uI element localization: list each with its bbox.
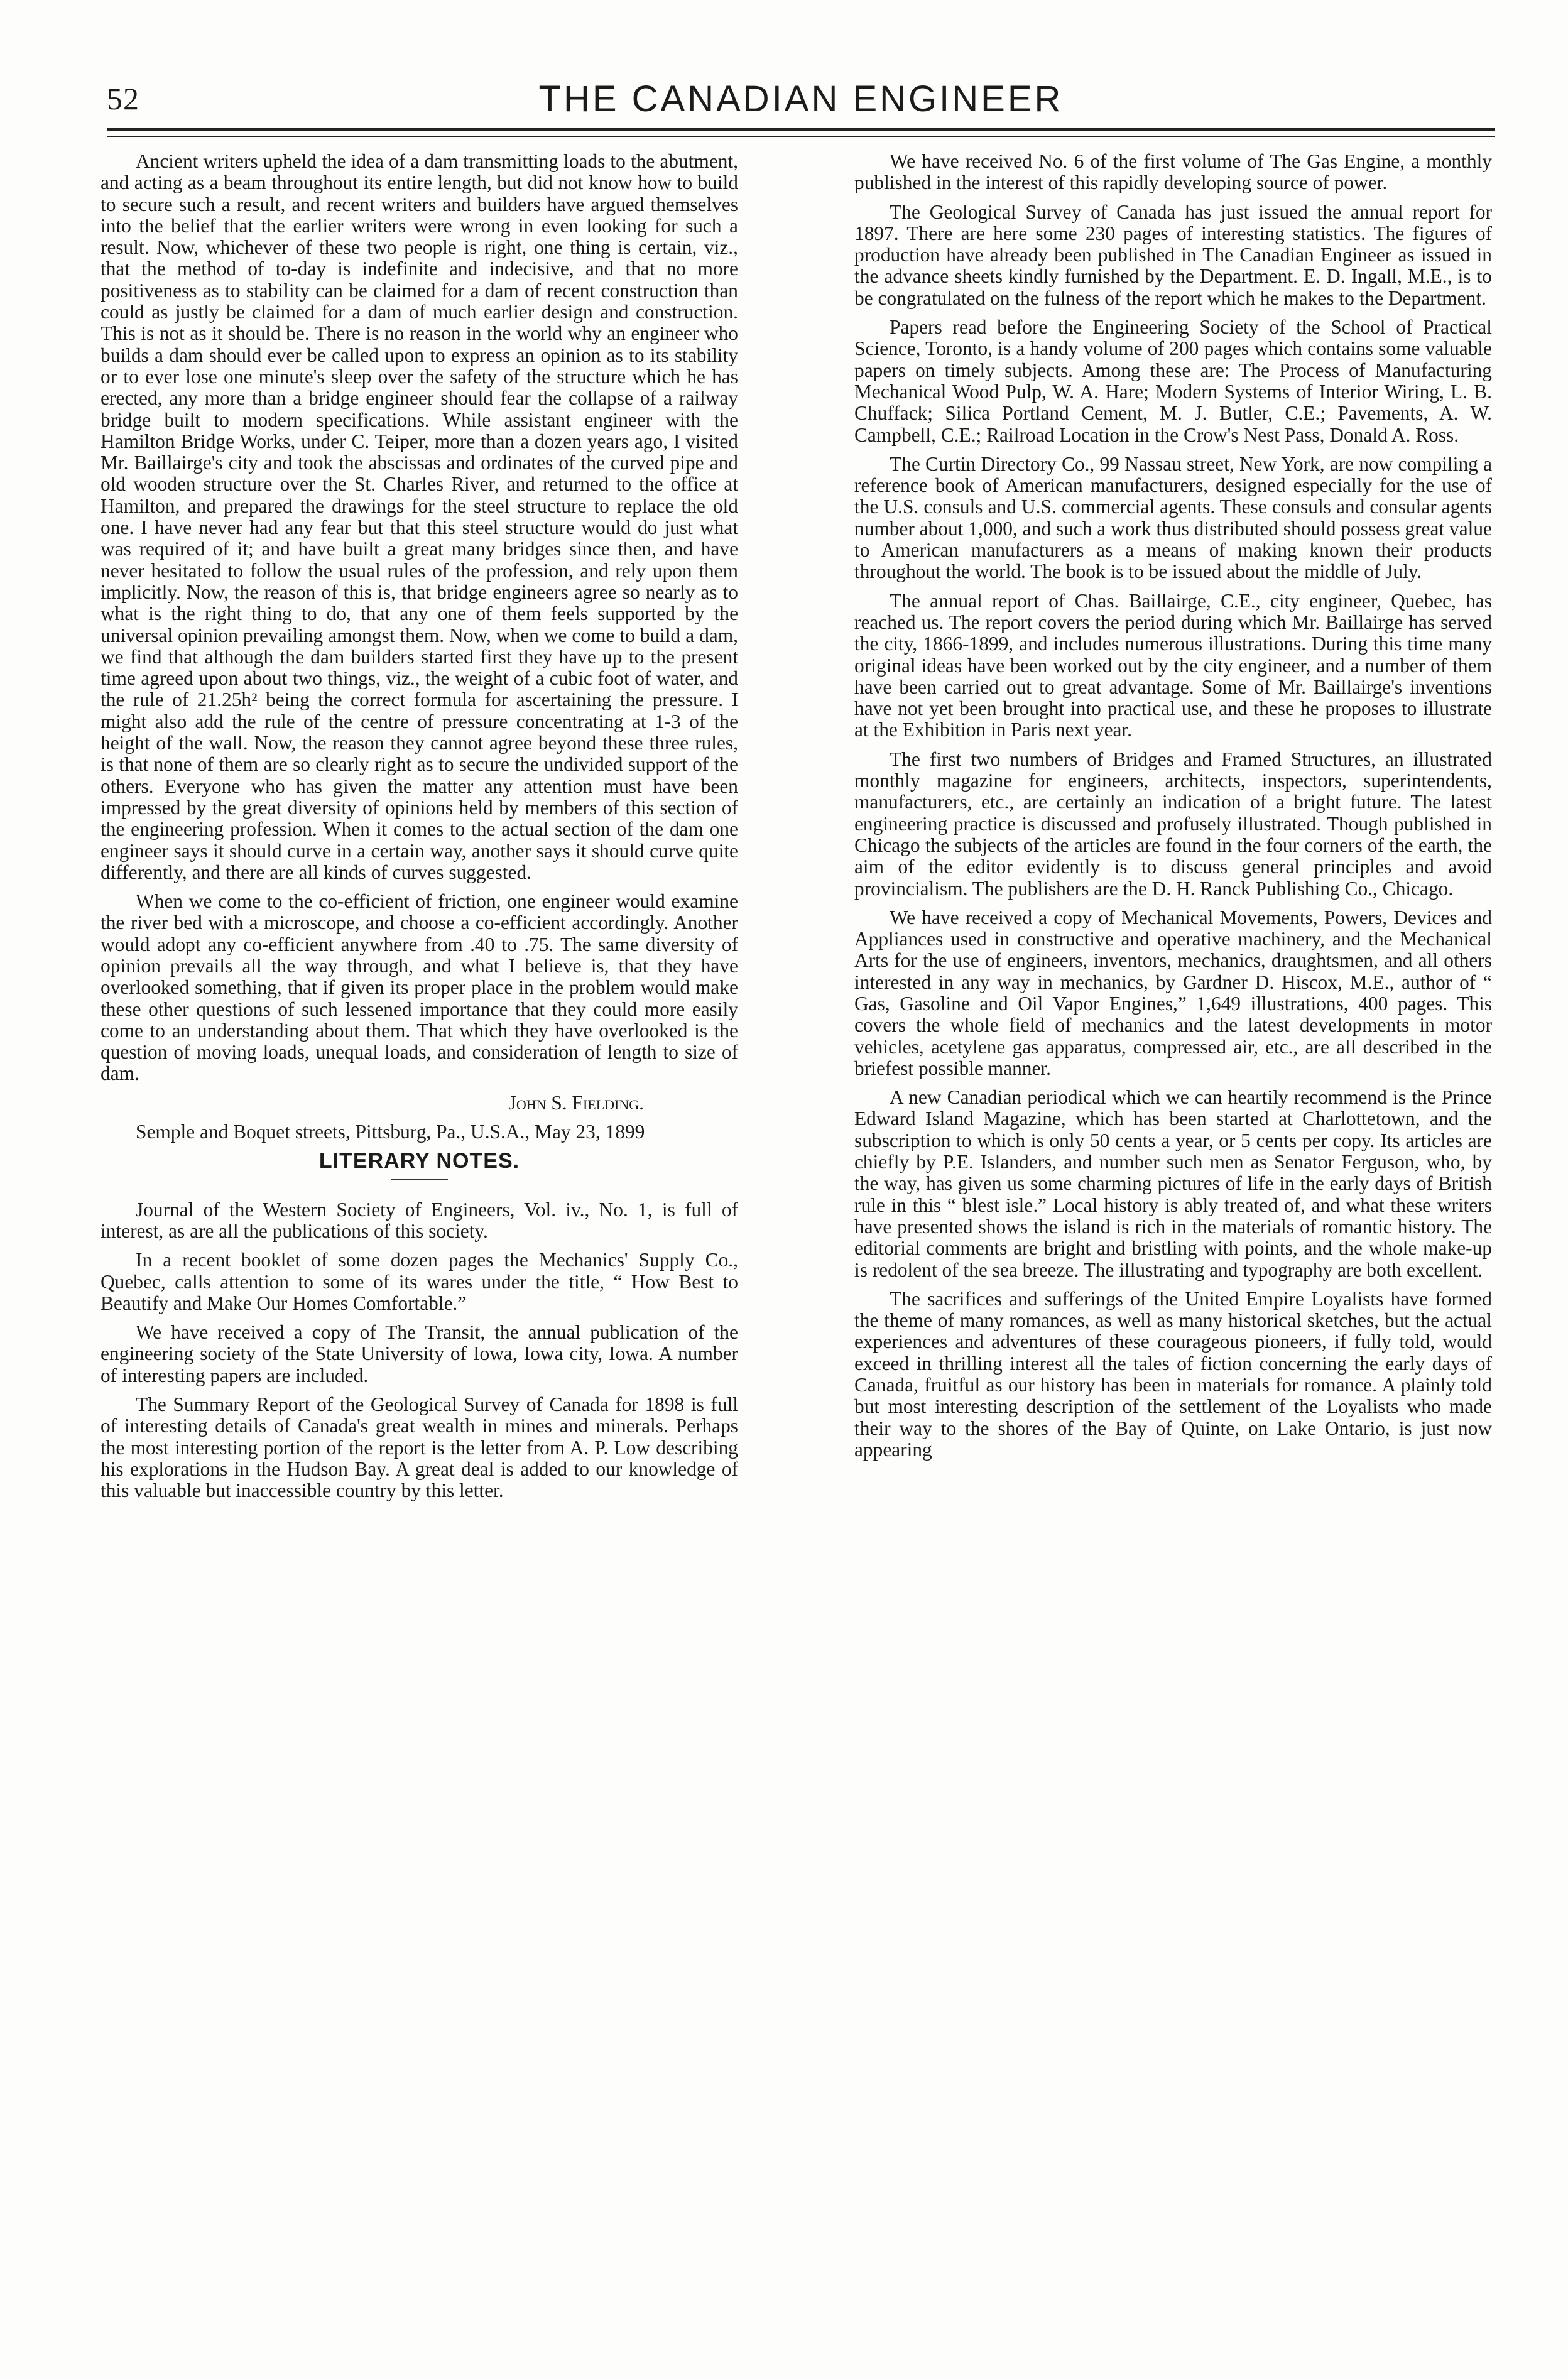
literary-note: Papers read before the Engineering Society of the School of Practical Science, Toronto, is a handy volume of 200 pages which contains some valuable papers on timely subjects. Among these are: The Process of Manufacturing Mechanical Wood Pulp, W. A. Hare; Modern Systems of Interior Wiring, L. B. Chuffack; Silica Portland Cement, M. J. Butler, C.E.; Pavements, A. W. Campbell, C.E.; Railroad Location in the Crow's Nest Pass, Donald A. Ross. (854, 316, 1492, 446)
literary-note: The Geological Survey of Canada has just issued the annual report for 1897. There are here some 230 pages of interesting statistics. The figures of production have already been published in The Canadian Engineer as issued in the advance sheets kindly furnished by the Department. E. D. Ingall, M.E., is to be congratulated on the fulness of the report which he makes to the Department. (854, 200, 1492, 309)
literary-note: The first two numbers of Bridges and Framed Structures, an illustrated monthly magazine for engineers, architects, inspectors, superintendents, manufacturers, etc., are certainly an indication of a bright future. The latest engineering practice is discussed and profusely illustrated. Though published in Chicago the subjects of the articles are found in the four corners of the earth, the aim of the editor evidently is to discuss general principles and avoid provincialism. The publishers are the D. H. Ranck Publishing Co., Chicago. (854, 748, 1492, 900)
literary-note: In a recent booklet of some dozen pages the Mechanics' Supply Co., Quebec, calls attention to some of its wares under the title, “ How Best to Beautify and Make Our Homes Comfortable.” (101, 1249, 738, 1314)
header-rule-thin (107, 136, 1495, 137)
header-rule-thick (107, 128, 1495, 131)
left-column (101, 151, 738, 2337)
right-column (854, 151, 1492, 2337)
page-number: 52 (107, 81, 139, 116)
dam-letter-paragraph: When we come to the co-efficient of friction, one engineer would examine the river bed with a microscope, and choose a co-efficient accordingly. Another would adopt any co-efficient anywhere from .40 to .75. The same diversity of opinion prevails all the way through, and what I believe is, that they have overlooked something, that if given its proper place in the problem would make these other questions of such lessened importance that they could more easily come to an understanding about them. That which they have overlooked is the question of moving loads, unequal loads, and consideration of length to size of dam. (101, 890, 738, 1085)
literary-note: We have received No. 6 of the first volume of The Gas Engine, a monthly published in the interest of this rapidly developing source of power. (854, 151, 1492, 194)
section-divider (391, 1179, 448, 1180)
literary-note: The sacrifices and sufferings of the United Empire Loyalists have formed the theme of many romances, as well as many historical sketches, but the actual experiences and adventures of these courageous pioneers, if fully told, would exceed in thrilling interest all the tales of fiction concerning the early days of Canada, fruitful as our history has been in materials for romance. A plainly told but most interesting description of the settlement of the Loyalists who made their way to the shores of the Bay of Quinte, on Lake Ontario, is just now appearing (854, 1287, 1492, 1461)
literary-note: The Curtin Directory Co., 99 Nassau street, New York, are now compiling a reference book of American manufacturers, designed especially for the use of the U.S. consuls and U.S. commercial agents. These consuls and consular agents number about 1,000, and such a work thus distributed should possess great value to American manufacturers as a means of making known their products throughout the world. The book is to be issued about the middle of July. (854, 452, 1492, 583)
letter-address: Semple and Boquet streets, Pittsburg, Pa., U.S.A., May 23, 1899 (136, 1121, 645, 1143)
section-heading-literary-notes: LITERARY NOTES. (318, 1149, 520, 1173)
literary-note: Journal of the Western Society of Engineers, Vol. iv., No. 1, is full of interest, as are all the publications of this society. (101, 1198, 738, 1242)
letter-signature: John S. Fielding. (508, 1091, 644, 1114)
literary-note: The Summary Report of the Geological Survey of Canada for 1898 is full of interesting details of Canada's great wealth in mines and minerals. Perhaps the most interesting portion of the report is the letter from A. P. Low describing his explorations in the Hudson Bay. A great deal is added to our knowledge of this valuable but inaccessible country by this letter. (101, 1393, 738, 1502)
dam-letter-paragraph: Ancient writers upheld the idea of a dam transmitting loads to the abutment, and acting as a beam throughout its entire length, but did not know how to build to secure such a result, and recent writers and builders have argued themselves into the belief that the earlier writers were wrong in even looking for such a result. Now, whichever of these two people is right, one thing is certain, viz., that the method of to-day is indefinite and indecisive, and that no more positiveness as to stability can be claimed for a dam of recent construction than could as justly be claimed for a dam of much earlier design and construction. This is not as it should be. There is no reason in the world why an engineer who builds a dam should ever be called upon to express an opinion as to its stability or to ever lose one minute's sleep over the safety of the structure which he has erected, any more than a bridge engineer should fear the collapse of a railway bridge built to modern specifications. While assistant engineer with the Hamilton Bridge Works, under C. Teiper, more than a dozen years ago, I visited Mr. Baillairge's city and took the abscissas and ordinates of the curved pipe and old wooden structure over the St. Charles River, and returned to the office at Hamilton, and prepared the drawings for the steel structure to replace the old one. I have never had any fear but that this steel structure would do just what was required of it; and have built a great many bridges since then, and have never hesitated to follow the usual rules of the profession, and rely upon them implicitly. Now, the reason of this is, that bridge engineers agree so nearly as to what is the right thing to do, that any one of them feels supported by the universal opinion prevailing amongst them. Now, when we come to build a dam, we find that although the dam builders started first they have up to the present time agreed upon about two things, viz., the weight of a cubic foot of water, and the rule of 21.25h² being the correct formula for ascertaining the pressure. I might also add the rule of the centre of pressure concentrating at 1-3 of the height of the wall. Now, the reason they cannot agree beyond these three rules, is that none of them are so clearly right as to secure the undivided support of the others. Everyone who has given the matter any attention must have been impressed by the great diversity of opinions held by members of this section of the engineering profession. When it comes to the actual section of the dam one engineer says it should curve in a certain way, another says it should curve quite differently, and there are all kinds of curves suggested. (101, 151, 738, 883)
journal-title: THE CANADIAN ENGINEER (538, 79, 1064, 119)
page-header (107, 74, 1495, 124)
literary-note: A new Canadian periodical which we can heartily recommend is the Prince Edward Island Magazine, which has been started at Charlottetown, and the subscription to which is only 50 cents a year, or 5 cents per copy. Its articles are chiefly by P.E. Islanders, and number such men as Senator Ferguson, who, by the way, has given us some charming pictures of life in the early days of British rule in this “ blest isle.” Local history is ably treated of, and what these writers have presented shows the island is rich in the materials of romantic history. The editorial comments are bright and bristling with points, and the whole make-up is redolent of the sea breeze. The illustrating and typography are both excellent. (854, 1086, 1492, 1281)
literary-note: We have received a copy of Mechanical Movements, Powers, Devices and Appliances used in constructive and operative machinery, and the Mechanical Arts for the use of engineers, inventors, mechanics, draughtsmen, and all others interested in any way in mechanics, by Gardner D. Hiscox, M.E., author of “ Gas, Gasoline and Oil Vapor Engines,” 1,649 illustrations, 400 pages. This covers the whole field of mechanics and the latest developments in motor vehicles, acetylene gas apparatus, compressed air, etc., are all described in the briefest possible manner. (854, 906, 1492, 1079)
literary-note: We have received a copy of The Transit, the annual publication of the engineering society of the State University of Iowa, Iowa city, Iowa. A number of interesting papers are included. (101, 1321, 738, 1386)
literary-note: The annual report of Chas. Baillairge, C.E., city engineer, Quebec, has reached us. The report covers the period during which Mr. Baillairge has served the city, 1866-1899, and includes numerous illustrations. During this time many original ideas have been worked out by the city engineer, and a number of them have been carried out to great advantage. Some of Mr. Baillairge's inventions have not yet been brought into practical use, and these he proposes to illustrate at the Exhibition in Paris next year. (854, 589, 1492, 741)
